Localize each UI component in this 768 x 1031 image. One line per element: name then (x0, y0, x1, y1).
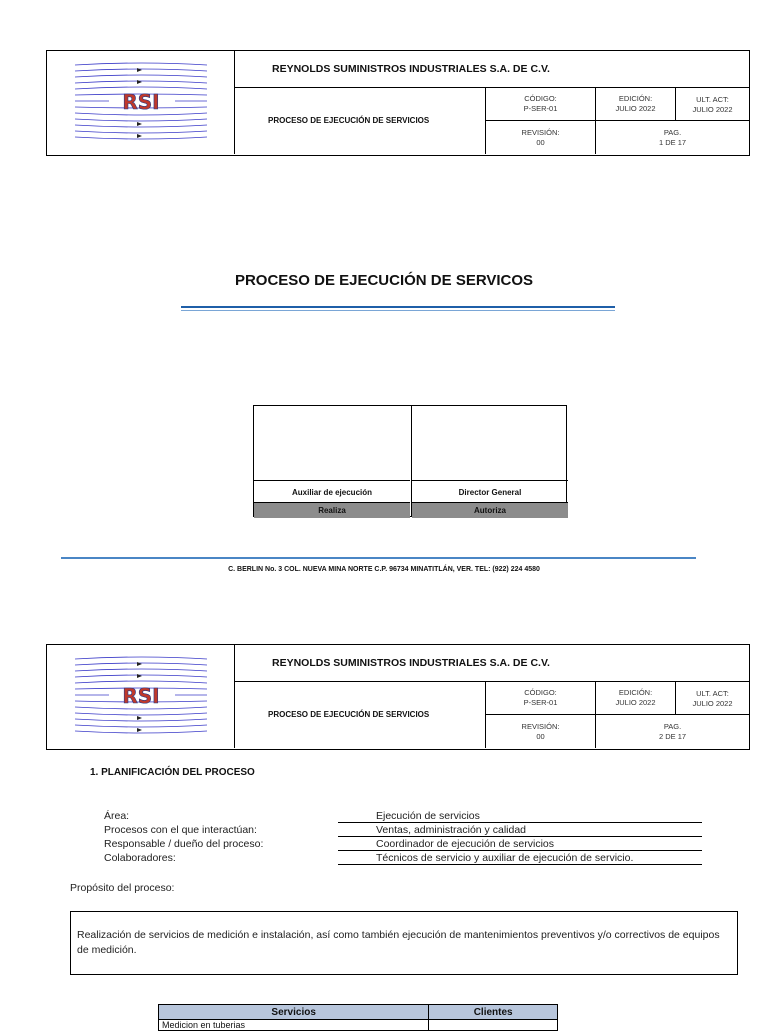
edition-value: JULIO 2022 (615, 697, 656, 707)
purpose-label: Propósito del proceso: (70, 882, 175, 894)
field-label: Procesos con el que interactúan: (104, 824, 257, 836)
signature-column-autoriza (411, 406, 568, 517)
revision-value: 00 (536, 137, 545, 147)
field-value: Coordinador de ejecución de servicios (338, 838, 702, 851)
last-update-value: JULIO 2022 (692, 698, 733, 708)
footer-divider (61, 557, 696, 559)
revision-cell (486, 121, 596, 154)
code-cell (486, 681, 596, 715)
code-label: CÓDIGO: (524, 93, 557, 103)
revision-cell (486, 715, 596, 748)
code-cell (486, 87, 596, 121)
edition-label: EDICIÓN: (618, 93, 653, 103)
services-table (158, 1004, 558, 1031)
column-header-services: Servicios (159, 1005, 429, 1019)
page-value: 1 DE 17 (658, 137, 687, 147)
page-cell (596, 715, 749, 748)
company-name: REYNOLDS SUMINISTROS INDUSTRIALES S.A. DE C.V. (234, 645, 749, 682)
code-value: P-SER-01 (523, 103, 558, 113)
code-value: P-SER-01 (523, 697, 558, 707)
svg-text:RSI: RSI (122, 684, 160, 708)
column-header-clients: Clientes (473, 1006, 513, 1018)
rsi-logo-icon (47, 51, 234, 154)
document-header (46, 50, 750, 156)
rsi-logo-icon (47, 645, 234, 748)
table-header (159, 1005, 557, 1019)
process-name: PROCESO DE EJECUCIÓN DE SERVICIOS (234, 87, 486, 154)
signature-name: Director General (412, 480, 568, 503)
field-value: Ejecución de servicios (338, 810, 702, 823)
last-update-value: JULIO 2022 (692, 104, 733, 114)
rsi-logo (47, 645, 235, 748)
svg-text:RSI: RSI (122, 90, 160, 114)
table-cell: Medicion en tuberias (159, 1020, 429, 1030)
signature-name: Auxiliar de ejecución (254, 480, 410, 503)
document-title: PROCESO DE EJECUCIÓN DE SERVICOS (234, 272, 534, 289)
field-value: Técnicos de servicio y auxiliar de ejecución de servicio. (338, 852, 702, 865)
field-value: Ventas, administración y calidad (338, 824, 702, 837)
process-name: PROCESO DE EJECUCIÓN DE SERVICIOS (234, 681, 486, 748)
edition-cell (596, 681, 676, 715)
section-title: 1. PLANIFICACIÓN DEL PROCESO (90, 767, 255, 778)
edition-cell (596, 87, 676, 121)
last-update-cell (676, 87, 749, 121)
company-name: REYNOLDS SUMINISTROS INDUSTRIALES S.A. DE C.V. (234, 51, 749, 88)
code-label: CÓDIGO: (524, 687, 557, 697)
signature-table (253, 405, 567, 517)
purpose-box: Realización de servicios de medición e instalación, así como también ejecución de mantenimientos preventivos y/o correctivos de equipos de medición. (70, 911, 738, 975)
page-label: PAG. (663, 721, 682, 731)
revision-value: 00 (536, 731, 545, 741)
edition-label: EDICIÓN: (618, 687, 653, 697)
page-label: PAG. (663, 127, 682, 137)
page-value: 2 DE 17 (658, 731, 687, 741)
company-address: C. BERLIN No. 3 COL. NUEVA MINA NORTE C.P. 96734 MINATITLÁN, VER. TEL: (922) 224 4580 (228, 566, 540, 573)
revision-label: REVISIÓN: (521, 127, 560, 137)
field-label: Responsable / dueño del proceso: (104, 838, 264, 850)
last-update-cell (676, 681, 749, 715)
revision-label: REVISIÓN: (521, 721, 560, 731)
field-label: Colaboradores: (104, 852, 176, 864)
last-update-label: ULT. ACT: (696, 688, 729, 698)
page-cell (596, 121, 749, 154)
document-header (46, 644, 750, 750)
edition-value: JULIO 2022 (615, 103, 656, 113)
title-underline (181, 306, 615, 311)
signature-role: Autoriza (412, 502, 568, 518)
rsi-logo (47, 51, 235, 154)
table-row (159, 1019, 557, 1030)
last-update-label: ULT. ACT: (696, 94, 729, 104)
field-label: Área: (104, 810, 130, 822)
signature-column-realiza (254, 406, 410, 517)
signature-role: Realiza (254, 502, 410, 518)
